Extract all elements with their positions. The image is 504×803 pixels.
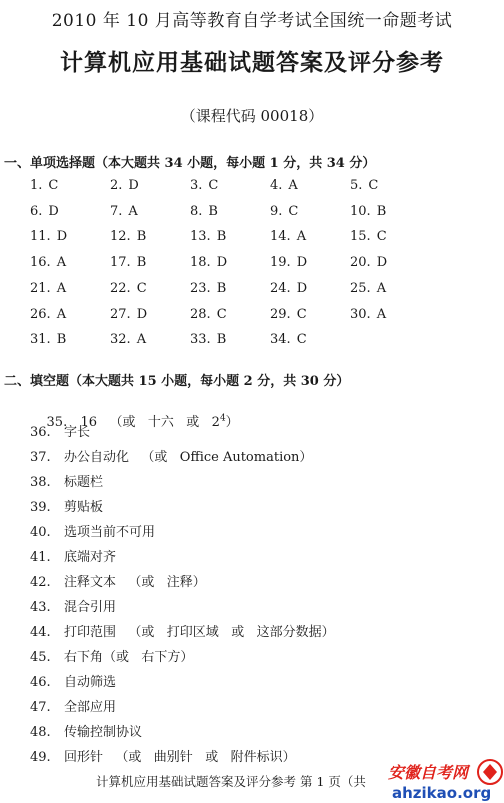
answer-cell <box>190 178 218 193</box>
answer-text: 办公自动化 （或 Office Automation） <box>64 450 313 465</box>
answer-cell <box>190 204 218 219</box>
answer-cell <box>30 307 66 322</box>
answer-letter: D <box>296 280 308 296</box>
answer-cell <box>30 178 58 193</box>
question-number: 5. <box>350 178 363 193</box>
question-number: 37. <box>30 450 51 465</box>
fill-in-item <box>30 471 103 491</box>
question-number: 30. <box>350 306 371 322</box>
answer-cell <box>30 204 59 219</box>
answer-cell <box>350 229 387 244</box>
question-number: 46. <box>30 675 51 690</box>
question-number: 2. <box>110 178 123 193</box>
question-number: 21. <box>30 280 51 296</box>
watermark-text-domain: ahzikao.org <box>392 784 492 802</box>
answer-cell <box>270 255 307 270</box>
answer-letter: B <box>56 332 67 348</box>
answer-cell <box>190 307 227 322</box>
answer-cell <box>270 307 307 322</box>
answer-cell <box>30 229 67 244</box>
question-number: 19. <box>270 255 291 271</box>
answer-cell <box>270 178 298 193</box>
answer-text: 16 （或 十六 或 2 <box>80 415 220 430</box>
answer-letter: A <box>136 332 147 348</box>
answer-cell <box>350 307 386 322</box>
question-number: 31. <box>30 332 51 348</box>
question-number: 44. <box>30 625 51 640</box>
answer-row <box>0 332 504 352</box>
answer-cell <box>190 332 226 347</box>
answer-letter: A <box>376 306 387 322</box>
answer-letter: D <box>216 255 228 271</box>
answer-letter: B <box>216 280 227 296</box>
answer-letter: A <box>56 280 67 296</box>
question-number: 25. <box>350 280 371 296</box>
question-number: 41. <box>30 550 51 565</box>
question-number: 20. <box>350 255 371 271</box>
answer-letter: C <box>368 178 379 193</box>
answer-letter: C <box>208 178 219 193</box>
answer-text: 选项当前不可用 <box>64 525 156 540</box>
answer-letter: C <box>288 203 299 219</box>
fill-in-item <box>30 496 103 516</box>
question-number: 49. <box>30 750 51 765</box>
answer-letter: D <box>48 203 59 219</box>
question-number: 11. <box>30 229 51 245</box>
answer-letter: B <box>376 203 387 219</box>
answer-cell <box>270 229 306 244</box>
answer-row <box>0 307 504 327</box>
exam-title: 2010 年 10 月高等教育自学考试全国统一命题考试 <box>51 11 453 31</box>
answer-text: 右下角（或 右下方） <box>64 650 194 665</box>
answer-letter: A <box>288 178 298 193</box>
question-number: 47. <box>30 700 51 715</box>
answer-text: 全部应用 <box>64 700 117 715</box>
question-number: 1. <box>30 178 43 193</box>
answer-text: 传输控制协议 <box>64 725 143 740</box>
question-number: 6. <box>30 203 43 219</box>
question-number: 33. <box>190 332 211 348</box>
question-number: 17. <box>110 255 131 271</box>
answer-cell <box>30 332 66 347</box>
fill-in-item <box>30 621 335 641</box>
answer-text: 混合引用 <box>64 600 117 615</box>
answer-letter: B <box>208 203 218 219</box>
answer-letter: C <box>296 306 307 322</box>
answer-letter: A <box>128 203 138 219</box>
question-number: 35. <box>46 415 68 430</box>
question-number: 28. <box>190 306 211 322</box>
fill-in-item <box>30 596 116 616</box>
answer-cell <box>110 255 146 270</box>
fill-in-item <box>30 571 206 591</box>
answer-row <box>0 229 504 249</box>
fill-in-item <box>30 746 296 766</box>
fill-in-item <box>30 546 116 566</box>
answer-cell <box>270 332 307 347</box>
answer-letter: D <box>296 255 308 271</box>
question-number: 48. <box>30 725 51 740</box>
answer-letter: C <box>48 178 59 193</box>
fill-in-item <box>30 721 142 741</box>
question-number: 26. <box>30 306 51 322</box>
fill-in-item <box>30 671 116 691</box>
question-number: 22. <box>110 280 131 296</box>
answer-cell <box>350 204 386 219</box>
answer-text: 字长 <box>64 425 91 440</box>
answer-cell <box>270 281 307 296</box>
answer-superscript: 4 <box>219 413 226 424</box>
fill-in-item <box>30 646 193 666</box>
answer-cell <box>190 281 226 296</box>
answer-row <box>0 204 504 224</box>
answer-row <box>0 281 504 301</box>
answer-letter: C <box>136 280 147 296</box>
answer-letter: B <box>136 229 147 245</box>
question-number: 8. <box>190 203 203 219</box>
answer-cell <box>350 281 386 296</box>
multiple-choice-heading: 一、单项选择题（本大题共 34 小题，每小题 1 分，共 34 分） <box>4 156 376 171</box>
question-number: 23. <box>190 280 211 296</box>
answer-letter: B <box>216 332 227 348</box>
question-number: 7. <box>110 203 123 219</box>
question-number: 34. <box>270 332 291 348</box>
answer-letter: A <box>56 306 67 322</box>
answer-row <box>0 255 504 275</box>
answer-text: 剪贴板 <box>64 500 104 515</box>
answer-text: 底端对齐 <box>64 550 117 565</box>
question-number: 42. <box>30 575 51 590</box>
answer-text: 打印范围 （或 打印区域 或 这部分数据） <box>64 625 335 640</box>
question-number: 27. <box>110 306 131 322</box>
question-number: 38. <box>30 475 51 490</box>
answer-cell <box>110 281 147 296</box>
question-number: 24. <box>270 280 291 296</box>
document-title: 计算机应用基础试题答案及评分参考 <box>60 49 444 76</box>
answer-row <box>0 178 504 198</box>
answer-cell <box>110 204 138 219</box>
answer-cell <box>270 204 298 219</box>
answer-letter: D <box>128 178 139 193</box>
answer-cell <box>110 178 139 193</box>
answer-text: 自动筛选 <box>64 675 117 690</box>
answer-letter: D <box>56 229 68 245</box>
answer-letter: A <box>376 280 387 296</box>
fill-in-item-35 <box>30 396 239 430</box>
fill-in-item <box>30 521 155 541</box>
question-number: 43. <box>30 600 51 615</box>
question-number: 36. <box>30 425 51 440</box>
answer-letter: B <box>216 229 227 245</box>
question-number: 29. <box>270 306 291 322</box>
answer-cell <box>30 255 66 270</box>
answer-letter: C <box>216 306 227 322</box>
answer-cell <box>190 229 226 244</box>
fill-in-item <box>30 446 312 466</box>
answer-letter: A <box>56 255 67 271</box>
answer-text: 标题栏 <box>64 475 104 490</box>
question-number: 3. <box>190 178 203 193</box>
answer-letter: A <box>296 229 307 245</box>
question-number: 39. <box>30 500 51 515</box>
question-number: 32. <box>110 332 131 348</box>
answer-letter: C <box>376 229 387 245</box>
question-number: 45. <box>30 650 51 665</box>
question-number: 16. <box>30 255 51 271</box>
answer-cell <box>110 332 146 347</box>
question-number: 4. <box>270 178 283 193</box>
answer-cell <box>350 178 378 193</box>
question-number: 10. <box>350 203 371 219</box>
question-number: 40. <box>30 525 51 540</box>
answer-cell <box>30 281 66 296</box>
answer-cell <box>350 255 387 270</box>
answer-text: 回形针 （或 曲别针 或 附件标识） <box>64 750 296 765</box>
question-number: 12. <box>110 229 131 245</box>
answer-cell <box>190 255 227 270</box>
answer-letter: D <box>136 306 148 322</box>
answer-text: 注释文本 （或 注释） <box>64 575 206 590</box>
course-code: （课程代码 00018） <box>180 107 324 125</box>
question-number: 13. <box>190 229 211 245</box>
question-number: 18. <box>190 255 211 271</box>
site-watermark-logo <box>382 758 504 803</box>
question-number: 14. <box>270 229 291 245</box>
question-number: 15. <box>350 229 371 245</box>
watermark-text-cn: 安徽自考网 <box>388 763 469 782</box>
question-number: 9. <box>270 203 283 219</box>
watermark-emblem-mark <box>483 764 497 780</box>
answer-letter: C <box>296 332 307 348</box>
fill-in-item <box>30 696 116 716</box>
fill-in-heading: 二、填空题（本大题共 15 小题，每小题 2 分，共 30 分） <box>4 374 350 389</box>
answer-letter: D <box>376 255 388 271</box>
page-footer: 计算机应用基础试题答案及评分参考 第 1 页（共 <box>96 774 366 789</box>
answer-cell <box>110 307 147 322</box>
answer-cell <box>110 229 146 244</box>
fill-in-item <box>30 421 90 441</box>
answer-close-paren: ） <box>225 415 239 430</box>
answer-letter: B <box>136 255 147 271</box>
